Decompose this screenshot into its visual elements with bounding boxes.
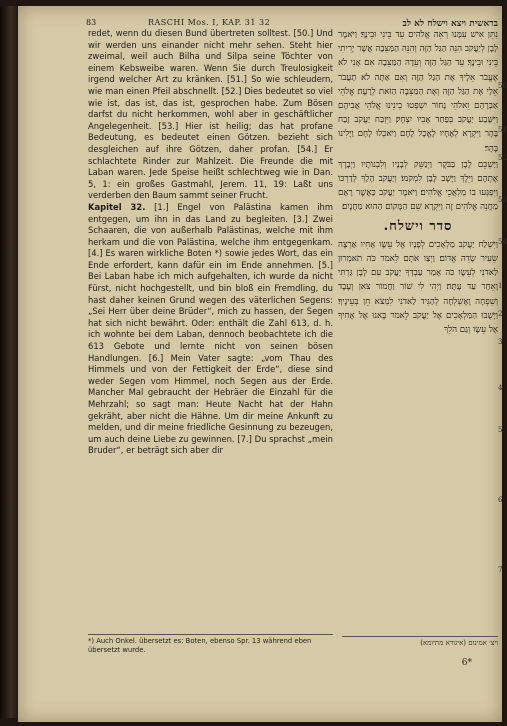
- hebrew-paragraph: וַיִּשְׁלַח יַעֲקֹב מַלְאָכִים לְפָנָיו אֶל עֵשָׂו אָחִיו אַרְצָה שֵׂעִיר שְׂדֵה אֱדוֹם׃ וַיְצַו אֹתָם לֵאמֹר כֹּה תֹאמְרוּן לַאדֹנִי לְעֵשָׂו כֹּה אָמַר עַבְדְּךָ יַעֲקֹב עִם לָבָן גַּרְתִּי וָאֵחַר עַד עָתָּה׃ וַיְהִי לִי שׁוֹר וַחֲמוֹר צֹאן וְעֶבֶד וְשִׁפְחָה וָאֶשְׁלְחָה לְהַגִּיד לַאדֹנִי לִמְצֹא חֵן בְּעֵינֶיךָ׃ וַיָּשֻׁבוּ הַמַּלְאָכִים אֶל יַעֲקֹב לֵאמֹר בָּאנוּ אֶל אָחִיךָ אֶל עֵשָׂו וְגַם הֹלֵךְ: [338, 239, 498, 336]
- book-binding: [0, 6, 20, 718]
- hebrew-paragraph: נִתֵּן אִישׁ עִמָּנוּ רְאֵה אֱלֹהִים עֵד בֵּינִי וּבֵינֶךָ׃ וַיֹּאמֶר לָבָן לְיַעֲקֹב הִנֵּה הַגַּל הַזֶּה וְהִנֵּה הַמַּצֵּבָה אֲשֶׁר יָרִיתִי בֵּינִי וּבֵינֶךָ׃ עֵד הַגַּל הַזֶּה וְעֵדָה הַמַּצֵּבָה אִם אָנִי לֹא אֶעֱבֹר אֵלֶיךָ אֶת הַגַּל הַזֶּה וְאִם אַתָּה לֹא תַעֲבֹר אֵלַי אֶת הַגַּל הַזֶּה וְאֶת הַמַּצֵּבָה הַזֹּאת לְרָעָה׃ אֱלֹהֵי אַבְרָהָם וֵאלֹהֵי נָחוֹר יִשְׁפְּטוּ בֵינֵינוּ אֱלֹהֵי אֲבִיהֶם וַיִּשָּׁבַע יַעֲקֹב בְּפַחַד אָבִיו יִצְחָק׃ וַיִּזְבַּח יַעֲקֹב זֶבַח בָּהָר וַיִּקְרָא לְאֶחָיו לֶאֱכָל לָחֶם וַיֹּאכְלוּ לֶחֶם וַיָּלִינוּ בָּהָר׃: [338, 30, 498, 154]
- verse-number: 7: [498, 566, 503, 574]
- commentary-paragraph: redet, wenn du diesen Bund übertreten solltest. [50.] Und wir werden uns einander nicht mehr sehen. Steht hier zweimal, weil auch Bilha und Silpa seine Töchter von einem Kebsweibe waren. Wenn Sie durch Treulosigkeit irgend welcher Art zu kränken. [51.] So wie schleudern, wie man einen Pfeil abschnellt. [52.] Dies bedeutet so viel wie ist, das ist, das ist, gesprochen habe. Zum Bösen darfst du nicht herkommen, wohl aber in geschäftlicher Angelegenheit. [53.] Hier ist heilig; das hat profane Bedeutung, es bedeutet einen Götzen. bezieht sich desgleichen auf ihre Götzen, daher profan. [54.] Er schlachtete Rinder zur Mahlzeit. Die Freunde die mit Laban waren. Jede Speise heißt schlechtweg wie in Dan. 5, 1: ein großes Gastmahl, Jerem. 11, 19: Laßt uns verderben den Baum sammt seiner Frucht.: [88, 28, 333, 201]
- rashi-commentary-column: [88, 28, 333, 680]
- verse-number: 52: [498, 154, 507, 162]
- verse-number: 53: [498, 196, 507, 204]
- signature-mark: 6*: [461, 658, 472, 668]
- commentary-paragraph: [1.] Engel von Palästina kamen ihm entgegen, um ihn in das Land zu begleiten. [3.] Zwei Schaaren, die von außerhalb Palästinas, welche mit ihm herkam und die von Palästina, welche ihm entgegenkam. [4.] Es waren wirkliche Boten *) sowie jedes Wort, das ein Ende erfordert, kann dafür ein im Ende annehmen. [5.] Bei Laban habe ich mich aufgehalten, ich wurde da nicht Fürst, nicht hochgestellt, und bin bloß ein Fremdling, du hast daher keinen Grund wegen des väterlichen Segens: „Sei Herr über deine Brüder“, mich zu hassen, der Segen hat sich nicht bewährt. Oder: enthält die Zahl 613, d. h. ich wohnte bei dem Laban, dennoch beobachtete ich die 613 Gebote und lernte nicht von seinen bösen Handlungen. [6.] Mein Vater sagte: „vom Thau des Himmels und von der Fettigkeit der Erde“, diese sind weder Segen vom Himmel, noch Segen aus der Erde. Mancher Mal gebraucht der Hebräer die Einzahl für die Mehrzahl; so sagt man: Heute Nacht hat der Hahn gekräht, aber nicht die Hähne. Um dir meine Ankunft zu melden, und dir meine friedliche Gesinnung zu bezeugen, um auch deine Liebe zu gewinnen. [7.] Du sprachst „mein Bruder“, er beträgt sich aber dir: [88, 201, 333, 456]
- verse-number: 51: [498, 126, 507, 134]
- verse-number: 54: [498, 238, 507, 246]
- hebrew-footnote: ויצ׳ אמינום (איגודא מתיומא): [342, 636, 498, 648]
- sidra-heading: סדר וישלח.: [383, 218, 453, 234]
- verse-number: 1: [498, 282, 503, 290]
- verse-number: 2: [498, 310, 503, 318]
- book-page: [18, 6, 507, 722]
- hebrew-paragraph: וַיַּשְׁכֵּם לָבָן בַּבֹּקֶר וַיְנַשֵּׁק לְבָנָיו וְלִבְנוֹתָיו וַיְבָרֶךְ אֶתְהֶם וַיֵּלֶךְ וַיָּשָׁב לָבָן לִמְקֹמוֹ׃ וְיַעֲקֹב הָלַךְ לְדַרְכּוֹ וַיִּפְגְּעוּ בוֹ מַלְאֲכֵי אֱלֹהִים׃ וַיֹּאמֶר יַעֲקֹב כַּאֲשֶׁר רָאָם מַחֲנֵה אֱלֹהִים זֶה וַיִּקְרָא שֵׁם הַמָּקוֹם הַהוּא מַחֲנָיִם׃: [338, 159, 498, 213]
- hebrew-text-column: [338, 28, 498, 664]
- page-number: 83: [86, 18, 97, 27]
- verse-number: 6: [498, 496, 503, 504]
- verse-number: 3: [498, 338, 503, 346]
- footnote: *) Auch Onkel. übersetzt es: Boten, ebenso Spr. 13 während eben übersetzt wurde.: [88, 634, 333, 655]
- hebrew-running-title: בראשית ויצא וישלח לא לב: [402, 19, 498, 29]
- verse-number: 4: [498, 384, 503, 392]
- chapter-heading: Kapitel 32.: [88, 201, 146, 212]
- verse-number: 5: [498, 426, 503, 434]
- verse-number: 50: [498, 82, 507, 90]
- running-title: RASCHI Mos. I, KAP. 31 32: [148, 18, 271, 27]
